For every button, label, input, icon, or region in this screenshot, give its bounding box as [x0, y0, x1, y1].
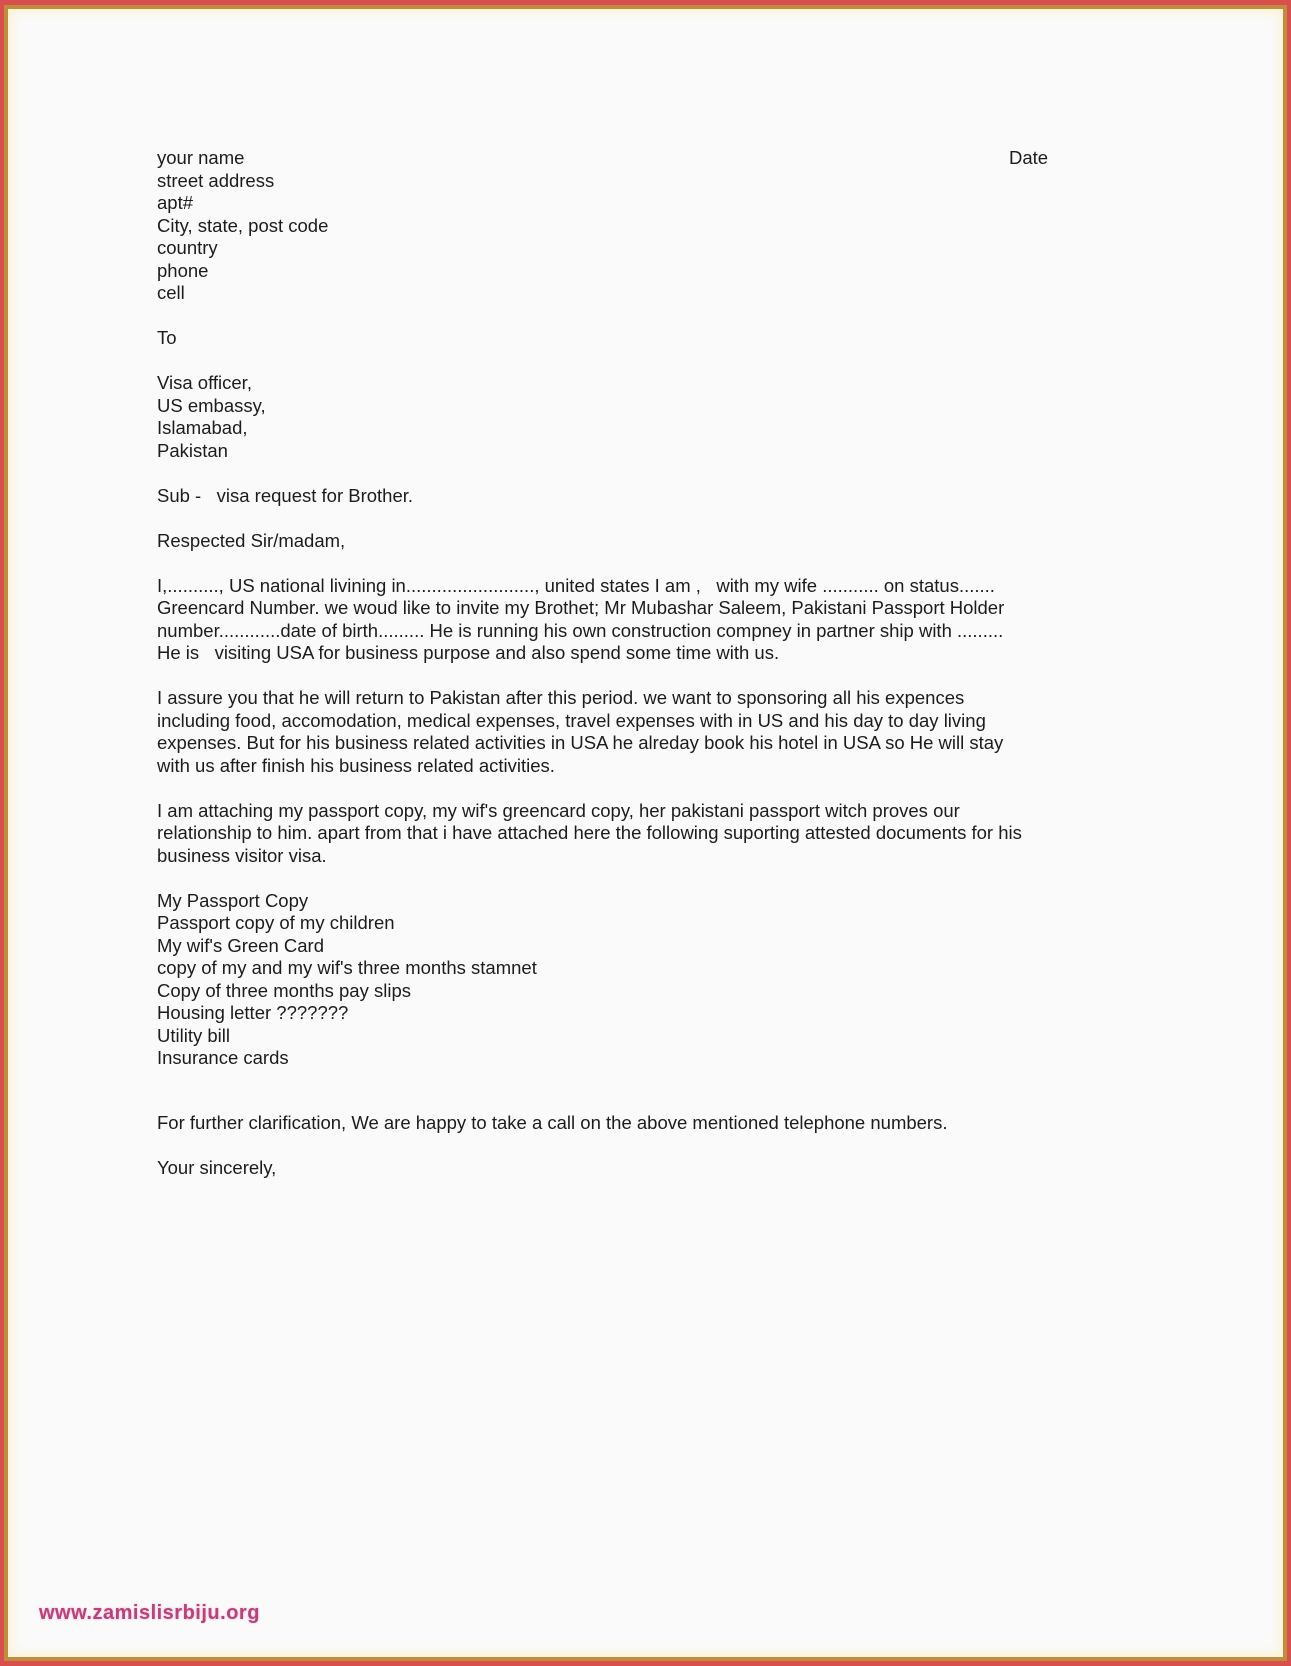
subject-line: Sub - visa request for Brother. — [157, 484, 414, 506]
recipient-line: Visa officer, — [157, 372, 252, 393]
attachment-item: copy of my and my wif's three months stamnet — [157, 957, 537, 978]
attachment-item: Utility bill — [157, 1024, 230, 1046]
salutation-block — [157, 530, 1223, 553]
closing-note: For further clarification, We are happy to take a call on the above mentioned telephone numbers. — [157, 1111, 948, 1133]
signoff-block — [157, 1157, 1223, 1180]
letter-page — [8, 9, 1283, 1657]
signoff: Your sincerely, — [157, 1156, 277, 1178]
paragraph-line: He is visiting USA for business purpose and also spend some time with us. — [157, 642, 780, 663]
paragraph-line: business visitor visa. — [157, 844, 327, 866]
sender-line: cell — [157, 282, 185, 303]
letter-content — [157, 147, 1223, 1179]
attachment-item: My Passport Copy — [157, 889, 309, 911]
sender-line: phone — [157, 259, 209, 281]
recipient-line: US embassy, — [157, 394, 266, 416]
to-label-block — [157, 327, 1223, 350]
attachment-item: Housing letter ??????? — [157, 1002, 349, 1023]
paragraph-line: I assure you that he will return to Pakistan after this period. we want to sponsoring all his expences — [157, 687, 965, 708]
closing-note-block — [157, 1112, 1223, 1135]
paragraph-3 — [157, 800, 1223, 868]
recipient-block — [157, 372, 1223, 462]
sender-line: street address — [157, 169, 275, 191]
recipient-line: Islamabad, — [157, 417, 248, 438]
paragraph-line: Greencard Number. we woud like to invite my Brothet; Mr Mubashar Saleem, Pakistani Passport Holder — [157, 597, 1005, 618]
sender-line: country — [157, 237, 218, 258]
date-label: Date — [1009, 147, 1049, 168]
paragraph-line: number............date of birth......... He is running his own construction compney in partner ship with ......... — [157, 619, 1004, 641]
sender-block — [157, 147, 1223, 305]
watermark-url: www.zamislisrbiju.org — [39, 1602, 260, 1624]
sender-line: City, state, post code — [157, 214, 329, 236]
salutation: Respected Sir/madam, — [157, 529, 346, 551]
attachment-item: My wif's Green Card — [157, 934, 324, 956]
paragraph-line: expenses. But for his business related activities in USA he alreday book his hotel in USA so He will stay — [157, 732, 1004, 753]
paragraph-line: with us after finish his business related activities. — [157, 754, 555, 776]
sender-line: apt# — [157, 192, 194, 213]
subject-block — [157, 485, 1223, 508]
attachments-list — [157, 890, 1223, 1070]
paragraph-line: relationship to him. apart from that i have attached here the following suporting attested documents for his — [157, 822, 1022, 843]
to-label: To — [157, 327, 177, 348]
sender-line: your name — [157, 147, 245, 168]
paragraph-1 — [157, 575, 1223, 665]
attachment-item: Copy of three months pay slips — [157, 979, 411, 1001]
paragraph-line: I am attaching my passport copy, my wif's greencard copy, her pakistani passport witch proves our — [157, 799, 960, 821]
paragraph-line: including food, accomodation, medical expenses, travel expenses with in US and his day to day living — [157, 709, 986, 731]
paragraph-2 — [157, 687, 1223, 777]
attachment-item: Insurance cards — [157, 1047, 289, 1068]
paragraph-line: I,.........., US national livining in........................., united states I am , with my wife ........... on status....... — [157, 574, 995, 596]
recipient-line: Pakistan — [157, 439, 228, 461]
attachment-item: Passport copy of my children — [157, 912, 395, 933]
